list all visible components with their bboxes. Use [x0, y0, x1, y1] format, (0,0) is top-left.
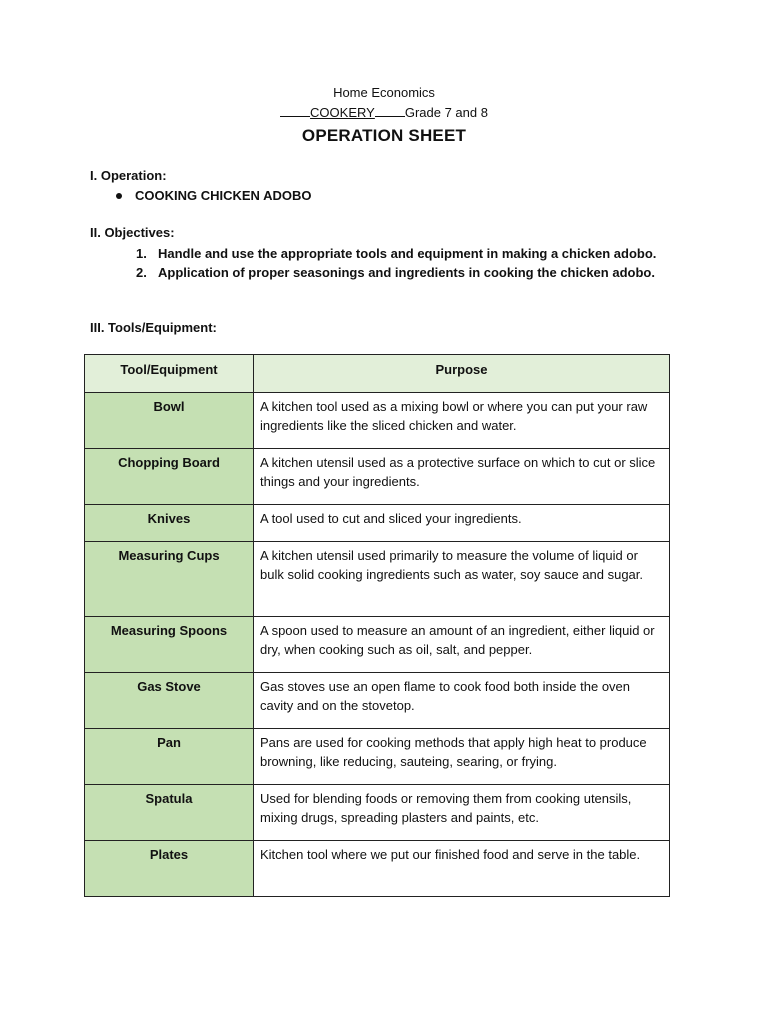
- tool-name-cell: Gas Stove: [85, 673, 254, 729]
- tool-purpose-cell: A kitchen tool used as a mixing bowl or where you can put your raw ingredients like the sliced chicken and water.: [254, 393, 670, 449]
- tool-name-cell: Plates: [85, 841, 254, 897]
- blank-underline-left: [280, 104, 310, 117]
- objective-number: 2.: [136, 265, 147, 280]
- bullet-icon: [116, 193, 122, 199]
- tool-purpose-cell: Kitchen tool where we put our finished food and serve in the table.: [254, 841, 670, 897]
- column-header-tool: Tool/Equipment: [85, 355, 254, 393]
- table-row: [85, 673, 670, 729]
- objective-text: Application of proper seasonings and ingredients in cooking the chicken adobo.: [158, 265, 655, 280]
- tool-name-cell: Chopping Board: [85, 449, 254, 505]
- subject-line: Home Economics: [333, 85, 435, 100]
- tool-purpose-cell: Pans are used for cooking methods that apply high heat to produce browning, like reducing, sauteing, searing, or frying.: [254, 729, 670, 785]
- objective-number: 1.: [136, 246, 147, 261]
- course-name: COOKERY: [310, 105, 375, 120]
- tool-name-cell: Pan: [85, 729, 254, 785]
- objective-item: [136, 244, 656, 263]
- objective-text: Handle and use the appropriate tools and equipment in making a chicken adobo.: [158, 246, 657, 261]
- table-header-row: [85, 355, 670, 393]
- operation-list: [90, 187, 311, 205]
- tool-purpose-cell: Gas stoves use an open flame to cook food both inside the oven cavity and on the stovetop.: [254, 673, 670, 729]
- tools-heading: III. Tools/Equipment:: [90, 320, 217, 335]
- table-row: [85, 841, 670, 897]
- tool-name-cell: Knives: [85, 505, 254, 542]
- page-title: OPERATION SHEET: [301, 126, 467, 145]
- tools-section: [90, 319, 217, 337]
- column-header-purpose: Purpose: [254, 355, 670, 393]
- tool-name-cell: Bowl: [85, 393, 254, 449]
- operation-heading: I. Operation:: [90, 168, 167, 183]
- table-row: [85, 449, 670, 505]
- tool-purpose-cell: A tool used to cut and sliced your ingredients.: [254, 505, 670, 542]
- objectives-section: [90, 224, 656, 282]
- tool-purpose-cell: A kitchen utensil used as a protective surface on which to cut or slice things and your ingredients.: [254, 449, 670, 505]
- table-row: [85, 505, 670, 542]
- grade-label: Grade 7 and 8: [404, 105, 488, 120]
- objectives-heading: II. Objectives:: [90, 225, 175, 240]
- operation-item-text: COOKING CHICKEN ADOBO: [135, 188, 312, 203]
- table-row: [85, 617, 670, 673]
- tools-table: [84, 354, 670, 897]
- course-line: [0, 104, 768, 122]
- table-row: [85, 729, 670, 785]
- tool-name-cell: Measuring Spoons: [85, 617, 254, 673]
- operation-item: [114, 187, 311, 205]
- tool-purpose-cell: Used for blending foods or removing them from cooking utensils, mixing drugs, spreading plasters and paints, etc.: [254, 785, 670, 841]
- document-header: [0, 84, 768, 146]
- objective-item: [136, 263, 656, 282]
- objectives-list: [90, 244, 656, 282]
- tool-name-cell: Spatula: [85, 785, 254, 841]
- tool-name-cell: Measuring Cups: [85, 542, 254, 617]
- blank-underline-right: [375, 104, 405, 117]
- table-row: [85, 785, 670, 841]
- operation-section: [90, 167, 311, 205]
- tool-purpose-cell: A spoon used to measure an amount of an ingredient, either liquid or dry, when cooking such as oil, salt, and pepper.: [254, 617, 670, 673]
- table-row: [85, 542, 670, 617]
- tool-purpose-cell: A kitchen utensil used primarily to measure the volume of liquid or bulk solid cooking ingredients such as water, soy sauce and sugar.: [254, 542, 670, 617]
- table-row: [85, 393, 670, 449]
